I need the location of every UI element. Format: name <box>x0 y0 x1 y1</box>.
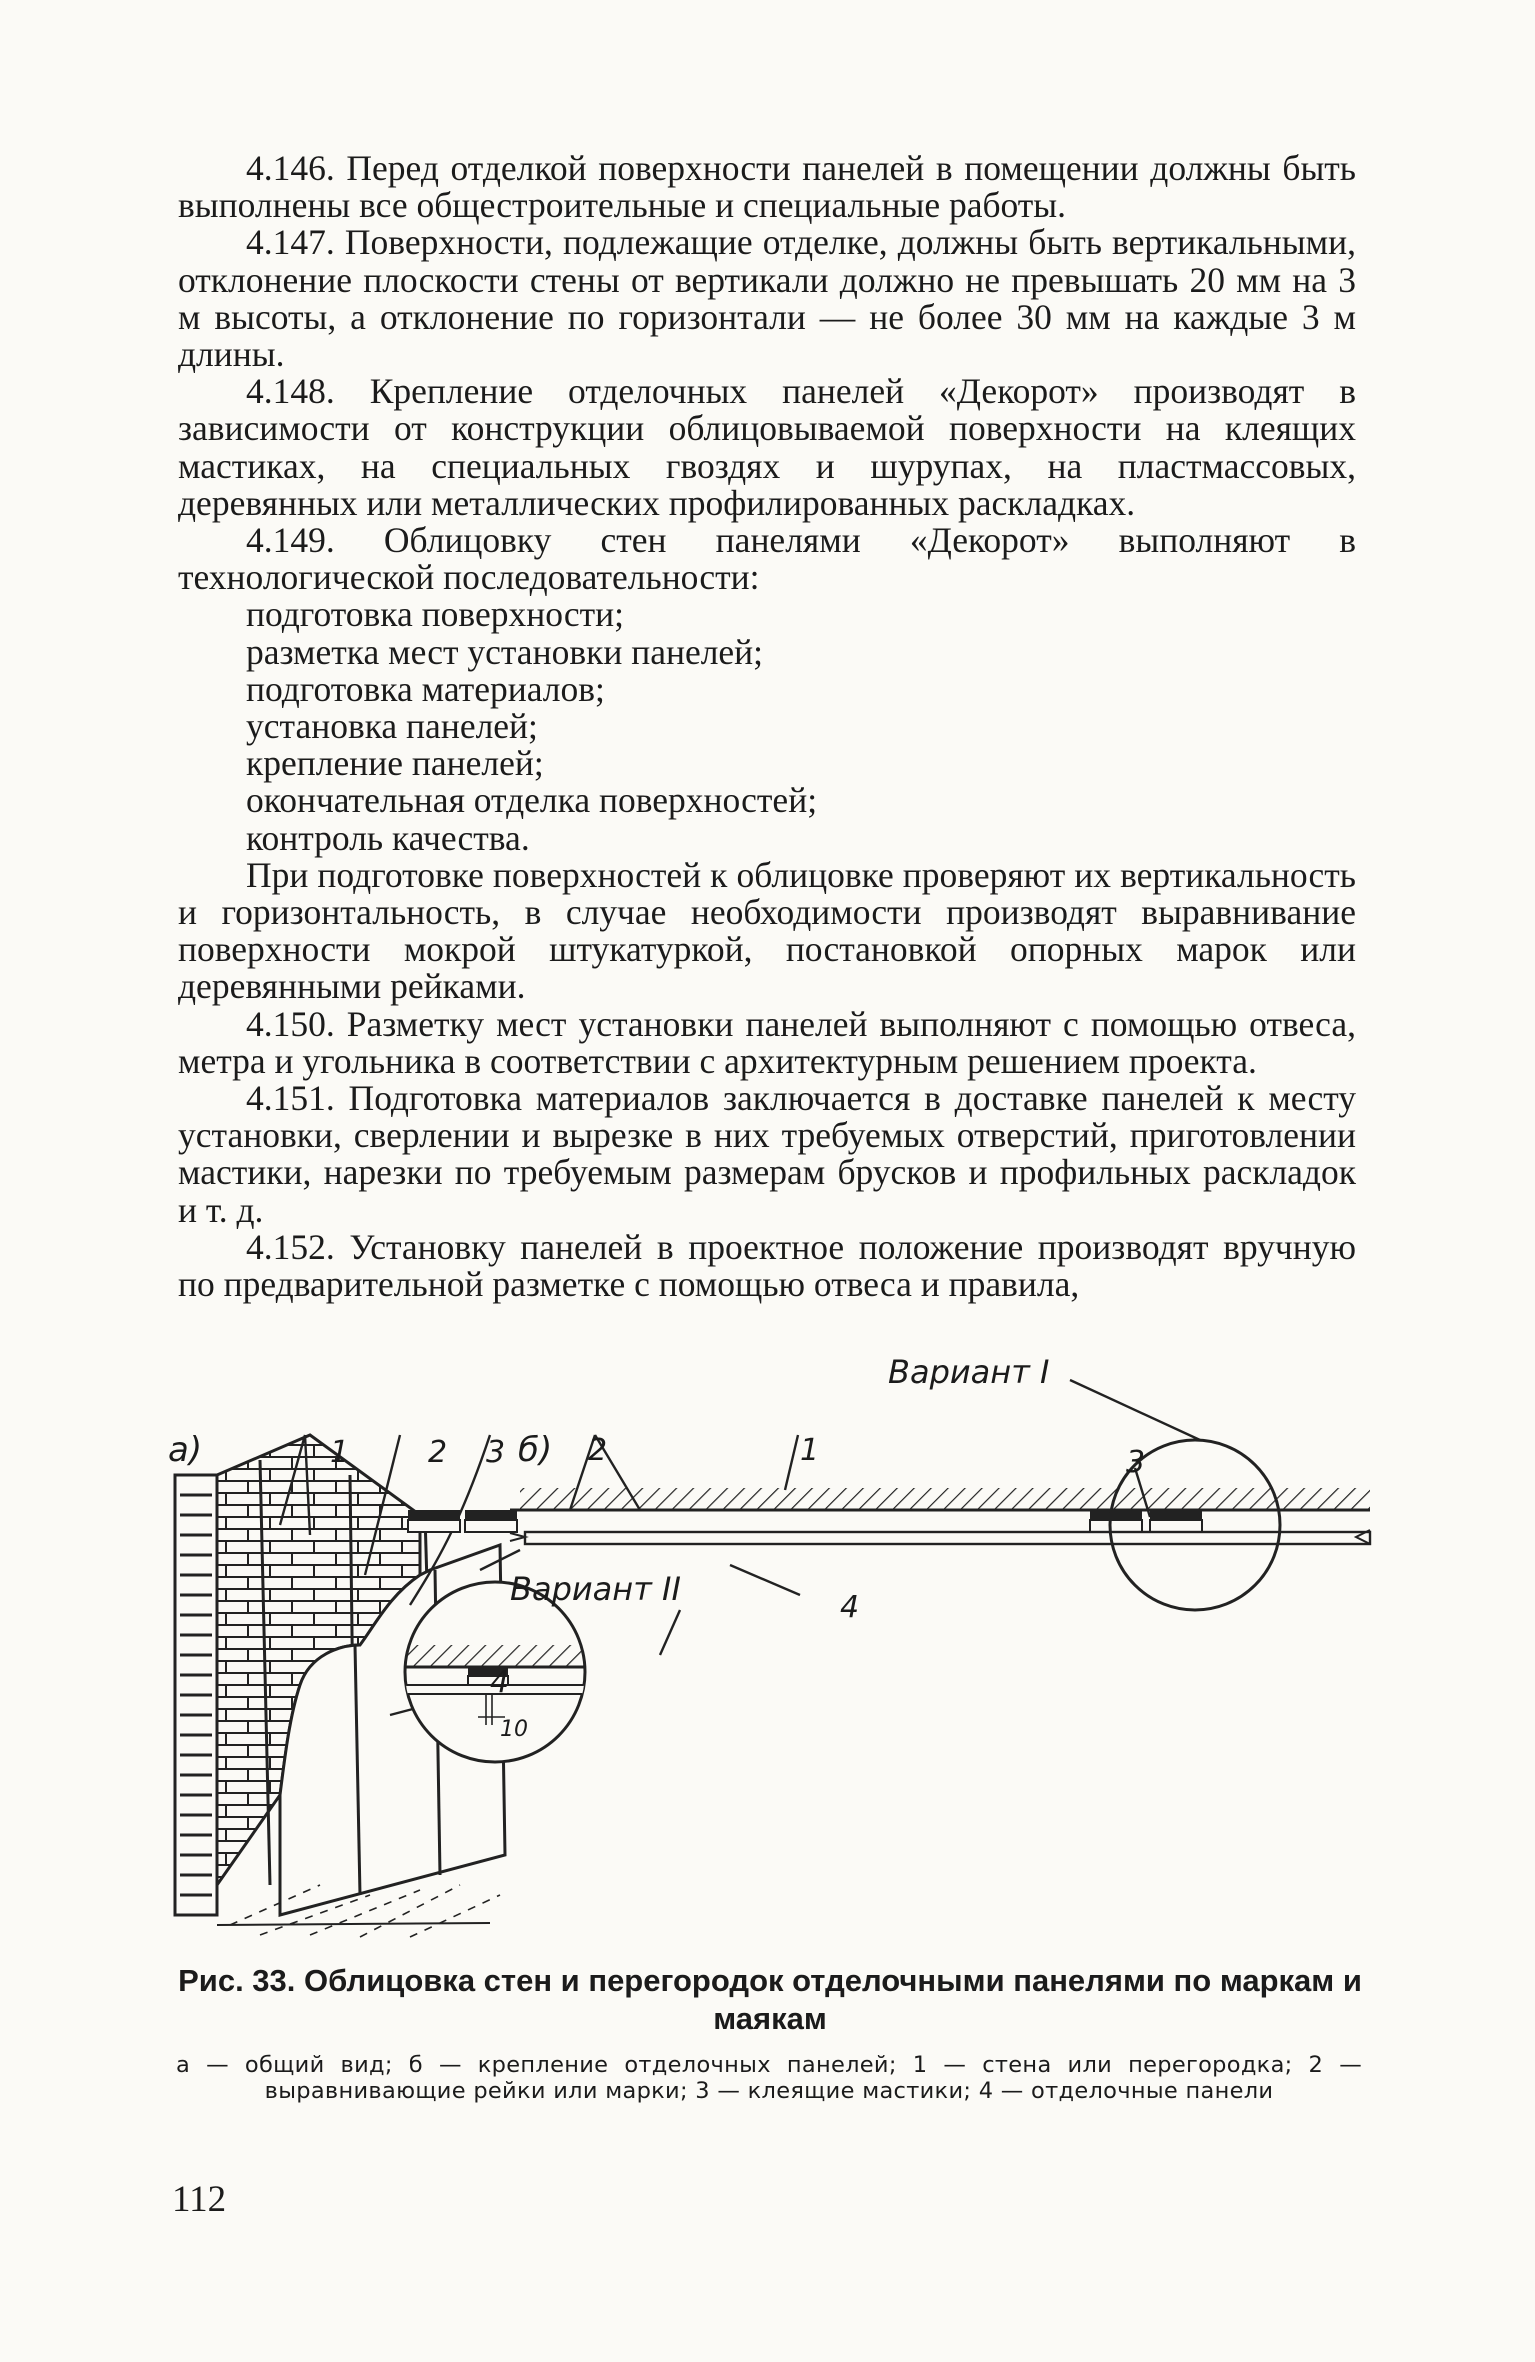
num-3b: 3 <box>1126 1445 1146 1480</box>
paragraph-4-146: 4.146. Перед отделкой поверхности панелей в помещении должны быть выполнены все общестроительные и специальные работы. <box>178 148 1356 226</box>
marker <box>1150 1510 1202 1520</box>
marker <box>408 1510 460 1520</box>
body-text <box>178 150 1356 1303</box>
sequence-list <box>178 596 1356 856</box>
marker <box>1090 1510 1142 1520</box>
paragraph-4-148: 4.148. Крепление отделочных панелей «Декорот» производят в зависимости от конструкции облицовываемой поверхности на клеящих мастиках, на специальных гвоздях и шурупах, на пластмассовых, деревянных или металлических профилированных раскладках. <box>178 371 1356 523</box>
list-item: контроль качества. <box>246 817 530 858</box>
list-item: подготовка материалов; <box>246 668 605 709</box>
num-4: 4 <box>490 1665 510 1700</box>
paragraph-4-147: 4.147. Поверхности, подлежащие отделке, должны быть вертикальными, отклонение плоскости стены от вертикали должно не превышать 20 мм на 3 м высоты, а отклонение по горизонтали — не более 30 мм на каждые 3 м длины. <box>178 222 1356 375</box>
paragraph-preparation: При подготовке поверхностей к облицовке проверяют их вертикальность и горизонтальность, в случае необходимости производят выравнивание поверхности мокрой штукатуркой, постановкой опорных марок или деревянными рейками. <box>178 854 1356 1007</box>
num-2b: 2 <box>588 1433 608 1468</box>
figure-33 <box>160 1325 1380 1945</box>
label-b: б) <box>518 1430 553 1470</box>
label-a: а) <box>168 1430 203 1470</box>
paragraph-4-150: 4.150. Разметку мест установки панелей выполняют с помощью отвеса, метра и угольника в соответствии с архитектурным решением проекта. <box>178 1003 1356 1081</box>
figure-caption-legend: а — общий вид; б — крепление отделочных панелей; 1 — стена или перегородка; 2 — выравнивающие рейки или марки; 3 — клеящие мастики; 4 — отделочные панели <box>176 2052 1362 2104</box>
paragraph-4-152: 4.152. Установку панелей в проектное положение производят вручную по предварительной разметке с помощью отвеса и правила, <box>178 1226 1356 1305</box>
list-item: крепление панелей; <box>246 743 544 784</box>
num-4b: 4 <box>840 1590 860 1625</box>
list-item: окончательная отделка поверхностей; <box>246 780 818 821</box>
num-1b: 1 <box>800 1433 820 1468</box>
page-number: 112 <box>172 2179 227 2220</box>
variant-1-label: Вариант I <box>888 1353 1050 1391</box>
list-item: установка панелей; <box>246 706 538 747</box>
dimension-10: 10 <box>500 1717 528 1742</box>
num-3: 3 <box>486 1435 506 1470</box>
paragraph-4-151: 4.151. Подготовка материалов заключается в доставке панелей к месту установки, сверлении и вырезке в них требуемых отверстий, приготовлении мастики, нарезки по требуемым размерам брусков и профильных раскладок и т. д. <box>178 1078 1356 1230</box>
num-1: 1 <box>330 1435 350 1470</box>
variant-2-label: Вариант II <box>510 1570 681 1608</box>
list-item: подготовка поверхности; <box>246 594 624 635</box>
figure-drawing <box>160 1325 1380 1945</box>
wall-strip <box>520 1488 1370 1510</box>
list-item: разметка мест установки панелей; <box>246 631 764 672</box>
num-2: 2 <box>428 1435 448 1470</box>
marker <box>465 1510 517 1520</box>
panel-board <box>525 1532 1370 1544</box>
paragraph-4-149: 4.149. Облицовку стен панелями «Декорот» выполняют в технологической последовательности: <box>178 520 1356 598</box>
figure-caption-title: Рис. 33. Облицовка стен и перегородок отделочными панелями по маркам и маякам <box>178 1963 1362 2036</box>
